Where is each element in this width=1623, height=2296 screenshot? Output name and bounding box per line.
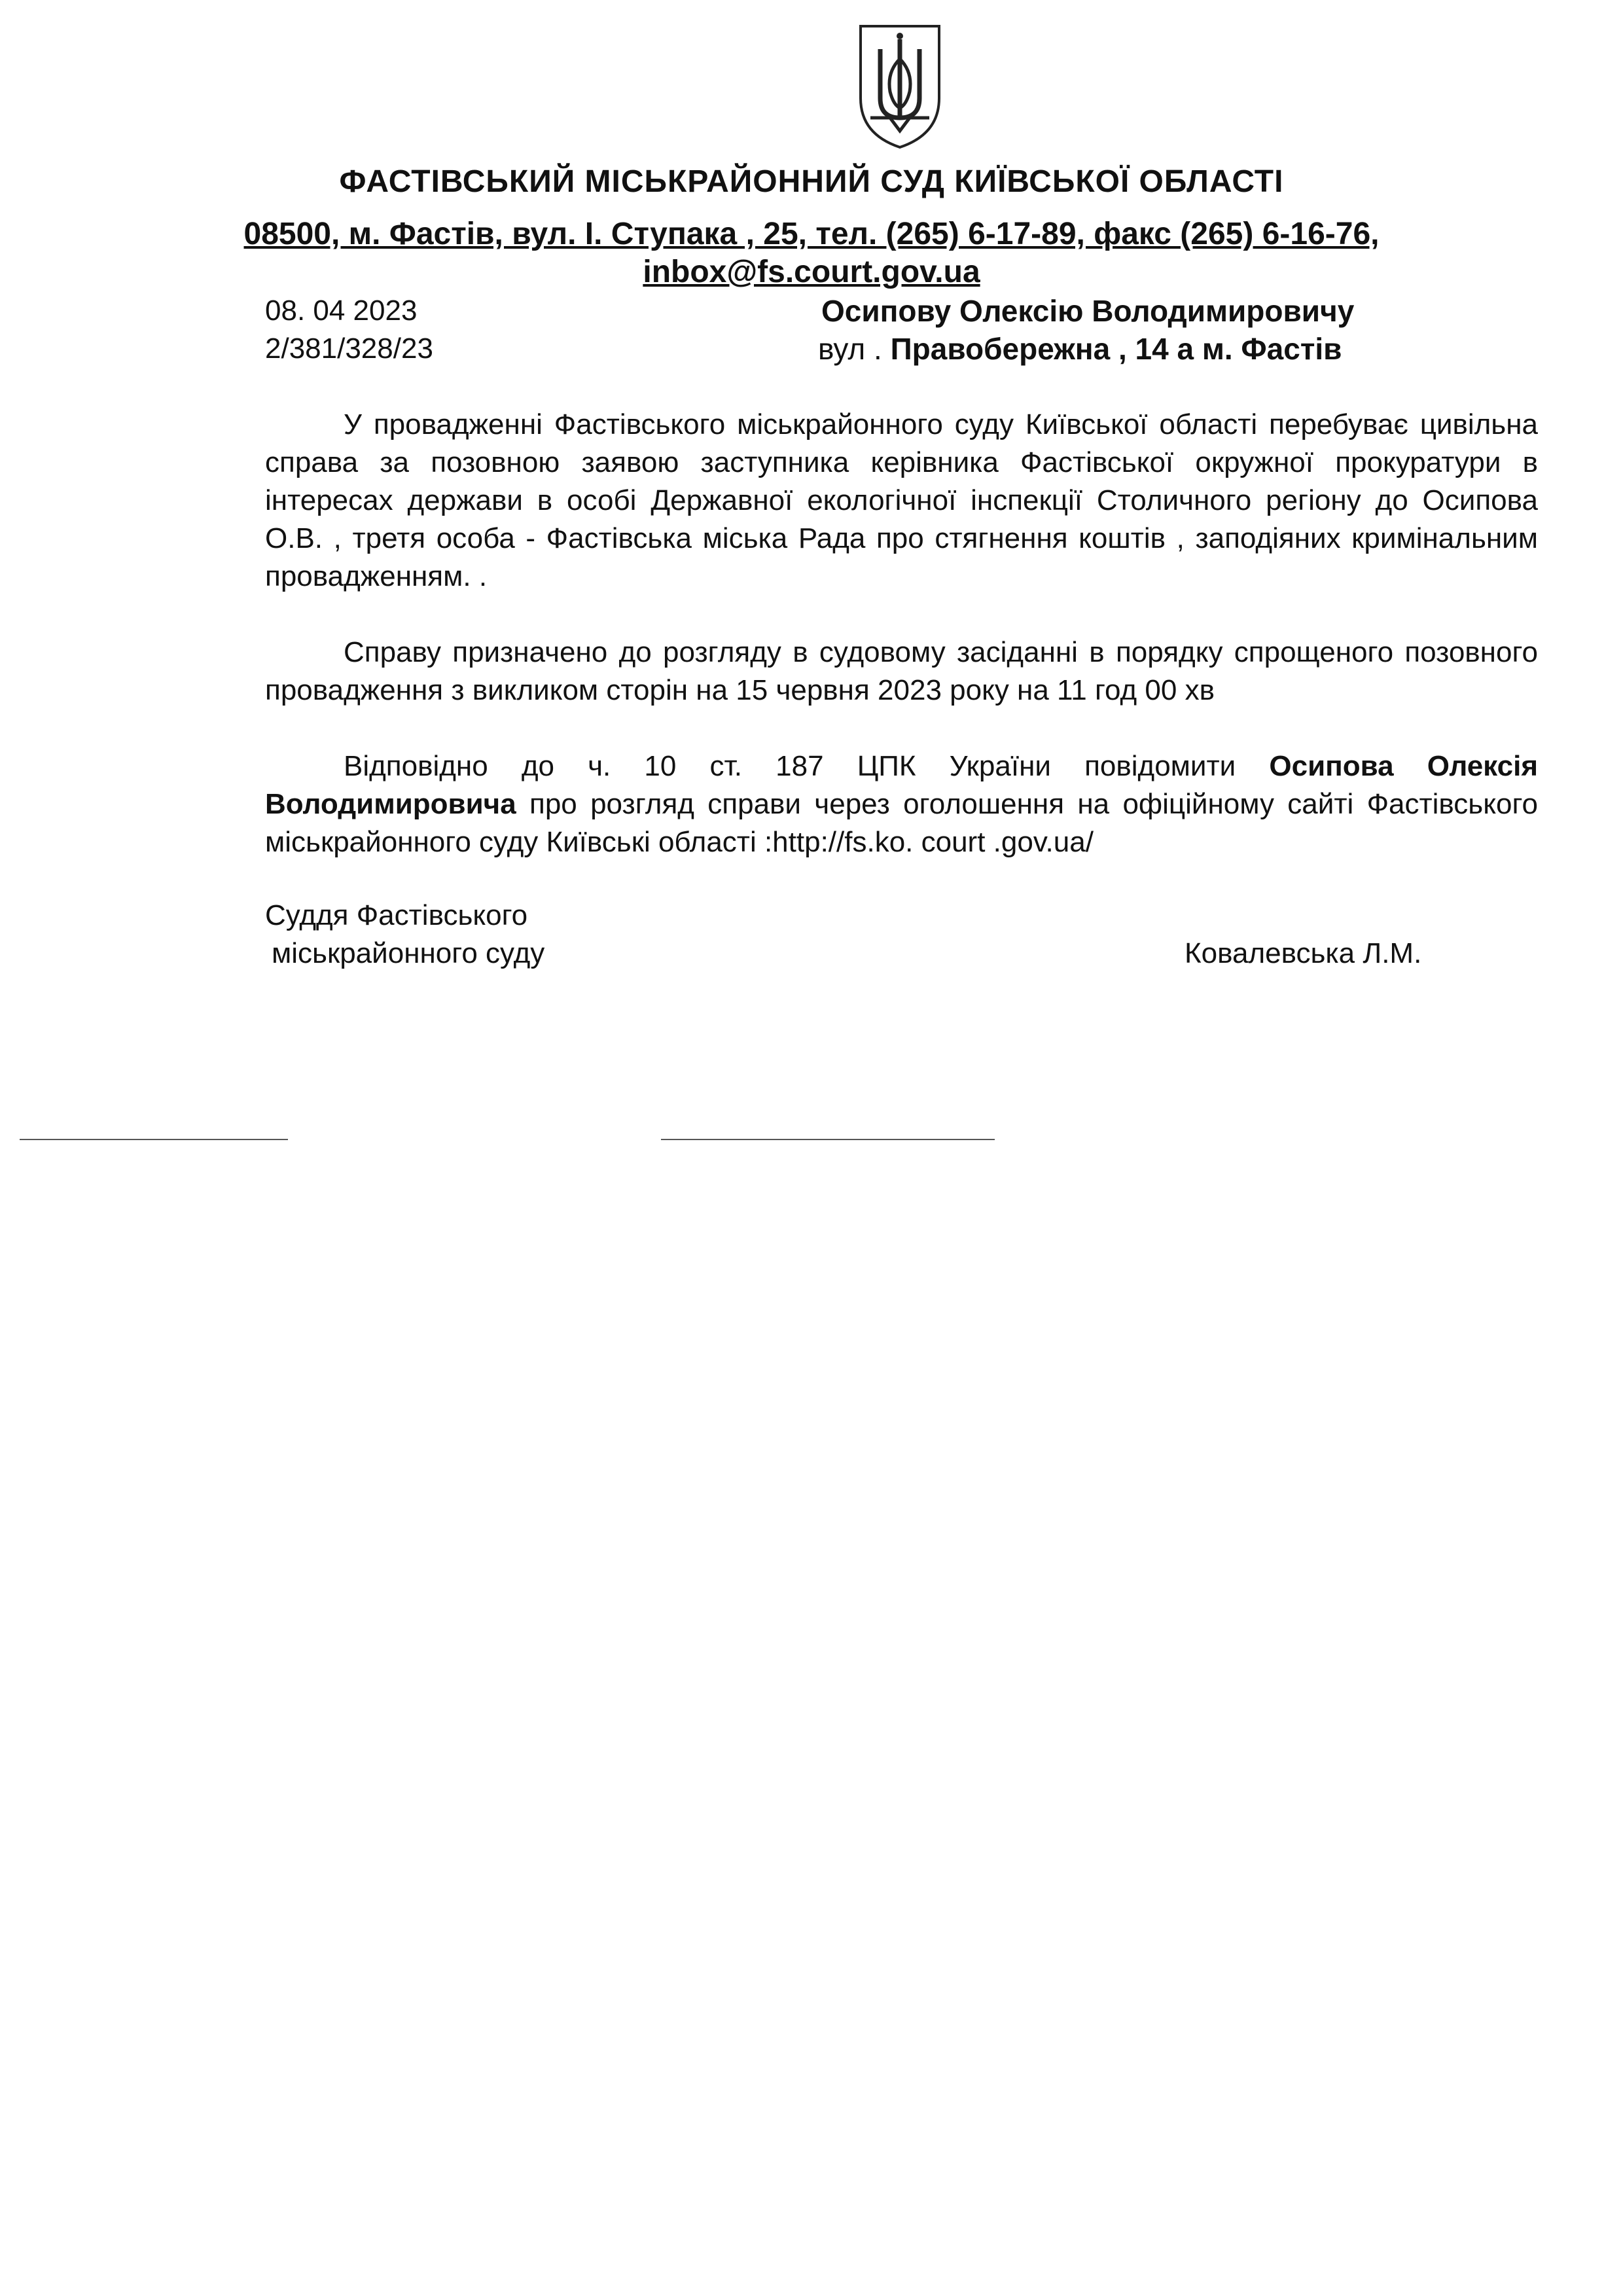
scan-line-left [20, 1139, 288, 1140]
paragraph-notice [265, 747, 1538, 861]
recipient-address-street: Правобережна , 14 а м. Фастів [890, 332, 1342, 366]
court-address: 08500, м. Фастів, вул. І. Ступака , 25, тел. (265) 6-17-89, факс (265) 6-16-76, [243, 217, 1380, 251]
scan-line-middle [661, 1139, 995, 1140]
paragraph-case-description [265, 406, 1538, 596]
recipient-address [818, 331, 1342, 367]
paragraph-2-text: Справу призначено до розгляду в судовому засіданні в порядку спрощеного позовного провадження з викликом сторін на 15 червня 2023 року на 11 год 00 хв [265, 636, 1538, 706]
paragraph-3-end: про розгляд справи через оголошення на офіційному сайті Фастівського міськрайонного суду Київські області :http://fs.ko. court .gov.ua/ [265, 788, 1538, 858]
recipient-address-prefix: вул . [818, 332, 882, 366]
coat-of-arms-emblem [851, 20, 949, 151]
court-name-heading: ФАСТІВСЬКИЙ МІСЬКРАЙОННИЙ СУД КИЇВСЬКОЇ ОБЛАСТІ [339, 164, 1284, 199]
paragraph-1-text: У провадженні Фастівського міськрайонного суду Київської області перебуває цивільна справа за позовною заявою заступника керівника Фастівської окружної прокуратури в інтересах держави в особі Державної екологічної інспекції Столичного регіону до Осипова О.В. , третя особа - Фастівська міська Рада про стягнення коштів , заподіяних кримінальним провадженням. . [265, 408, 1538, 592]
signature-title-line-2: міськрайонного суду [272, 937, 545, 969]
reference-number: 2/381/328/23 [265, 332, 433, 365]
recipient-name: Осипову Олексію Володимировичу [821, 294, 1355, 328]
signature-name: Ковалевська Л.М. [1185, 937, 1422, 969]
court-email: inbox@fs.court.gov.ua [643, 255, 980, 289]
paragraph-3-defendant: Осипова Олексія Володимировича [265, 750, 1538, 820]
letter-date: 08. 04 2023 [265, 295, 418, 327]
paragraph-3-start: Відповідно до ч. 10 ст. 187 ЦПК України повідомити [344, 750, 1236, 782]
paragraph-hearing-date [265, 634, 1538, 709]
signature-title-line-1: Суддя Фастівського [265, 899, 528, 931]
